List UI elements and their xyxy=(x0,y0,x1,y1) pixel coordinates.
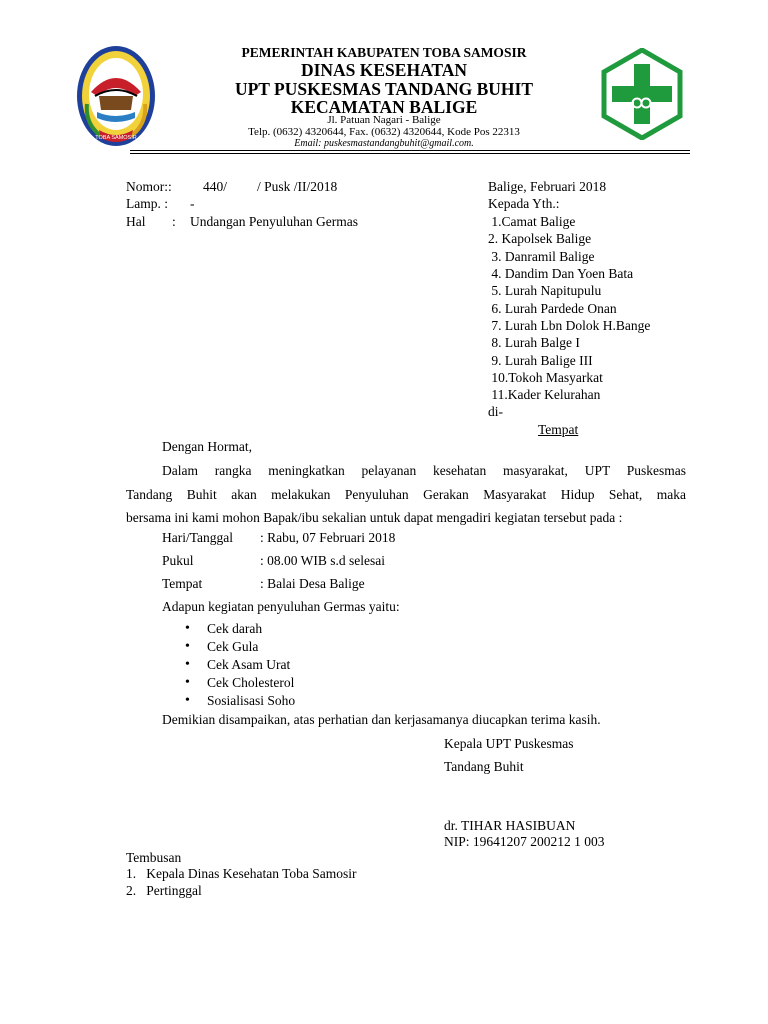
tempat-label: Tempat xyxy=(162,576,203,591)
letterhead-divider xyxy=(130,150,690,151)
pukul-value: : 08.00 WIB s.d selesai xyxy=(260,553,385,568)
nomor-suffix: / Pusk /II/2018 xyxy=(257,179,338,194)
recipient-item: 4. Dandim Dan Yoen Bata xyxy=(488,266,634,281)
kop-email: Email: puskesmastandangbuhit@gmail.com. xyxy=(294,138,474,149)
hal-value: Undangan Penyuluhan Germas xyxy=(190,214,358,229)
kegiatan-intro: Adapun kegiatan penyuluhan Germas yaitu: xyxy=(162,599,400,614)
kop-address: Jl. Patuan Nagari - Balige xyxy=(327,114,441,126)
salutation: Dengan Hormat, xyxy=(162,439,252,454)
paragraph-line-2: Tandang Buhit akan melakukan Penyuluhan Gerakan Masyarakat Hidup Sehat, maka xyxy=(126,487,686,502)
tempat-value: : Balai Desa Balige xyxy=(260,576,365,591)
kegiatan-item: • Sosialisasi Soho xyxy=(185,692,295,710)
signature-title-1: Kepala UPT Puskesmas xyxy=(444,736,574,751)
recipient-item: 2. Kapolsek Balige xyxy=(488,231,592,246)
letterhead-divider-thin xyxy=(130,153,690,154)
place-date: Balige, Februari 2018 xyxy=(488,179,607,194)
kop-dinas: DINAS KESEHATAN xyxy=(300,60,468,80)
nomor-label: Nomor:: xyxy=(126,179,172,194)
kop-kecamatan: KECAMATAN BALIGE xyxy=(290,97,478,117)
kop-phone: Telp. (0632) 4320644, Fax. (0632) 4320644, Kode Pos 22313 xyxy=(248,126,520,138)
kop-upt: UPT PUSKESMAS TANDANG BUHIT xyxy=(234,79,534,99)
kegiatan-item: • Cek Cholesterol xyxy=(185,674,295,692)
kegiatan-item: • Cek Asam Urat xyxy=(185,656,295,674)
recipient-item: 11.Kader Kelurahan xyxy=(488,387,601,402)
paragraph-line-3: bersama ini kami mohon Bapak/ibu sekalian untuk dapat mengadiri kegiatan tersebut pada : xyxy=(126,510,623,525)
lamp-label: Lamp. : xyxy=(126,196,168,211)
closing-text: Demikian disampaikan, atas perhatian dan kerjasamanya diucapkan terima kasih. xyxy=(162,712,601,727)
hal-label: Hal xyxy=(126,214,146,229)
recipient-item: 7. Lurah Lbn Dolok H.Bange xyxy=(488,318,651,333)
tembusan-item: 1. Kepala Dinas Kesehatan Toba Samosir xyxy=(126,866,357,881)
nomor-value: 440/ xyxy=(203,179,228,194)
hal-sep: : xyxy=(172,214,176,229)
recipient-item: 3. Danramil Balige xyxy=(488,249,595,264)
kegiatan-item: • Cek darah xyxy=(185,620,295,638)
kepada-label: Kepada Yth.: xyxy=(488,196,560,211)
lamp-value: - xyxy=(190,196,195,211)
recipient-item: 6. Lurah Pardede Onan xyxy=(488,301,617,316)
di-label: di- xyxy=(488,404,503,419)
hari-label: Hari/Tanggal xyxy=(162,530,234,545)
signature-name: dr. TIHAR HASIBUAN xyxy=(444,818,576,833)
recipient-item: 8. Lurah Balge I xyxy=(488,335,580,350)
tembusan-item: 2. Pertinggal xyxy=(126,883,202,898)
kop-pemerintah: PEMERINTAH KABUPATEN TOBA SAMOSIR xyxy=(241,45,527,60)
recipient-item: 1.Camat Balige xyxy=(488,214,576,229)
kegiatan-item: • Cek Gula xyxy=(185,638,295,656)
pukul-label: Pukul xyxy=(162,553,194,568)
tembusan-label: Tembusan xyxy=(126,850,182,865)
logo-text: TOBA SAMOSIR xyxy=(95,135,137,141)
kegiatan-list xyxy=(185,620,295,710)
recipient-item: 9. Lurah Balige III xyxy=(488,353,593,368)
recipient-item: 5. Lurah Napitupulu xyxy=(488,283,602,298)
signature-title-2: Tandang Buhit xyxy=(444,759,524,774)
paragraph-line-1: Dalam rangka meningkatkan pelayanan kesehatan masyarakat, UPT Puskesmas xyxy=(162,463,686,478)
signature-nip: NIP: 19641207 200212 1 003 xyxy=(444,834,605,849)
tempat-address: Tempat xyxy=(538,422,579,437)
recipient-item: 10.Tokoh Masyarkat xyxy=(488,370,603,385)
hari-value: : Rabu, 07 Februari 2018 xyxy=(260,530,396,545)
